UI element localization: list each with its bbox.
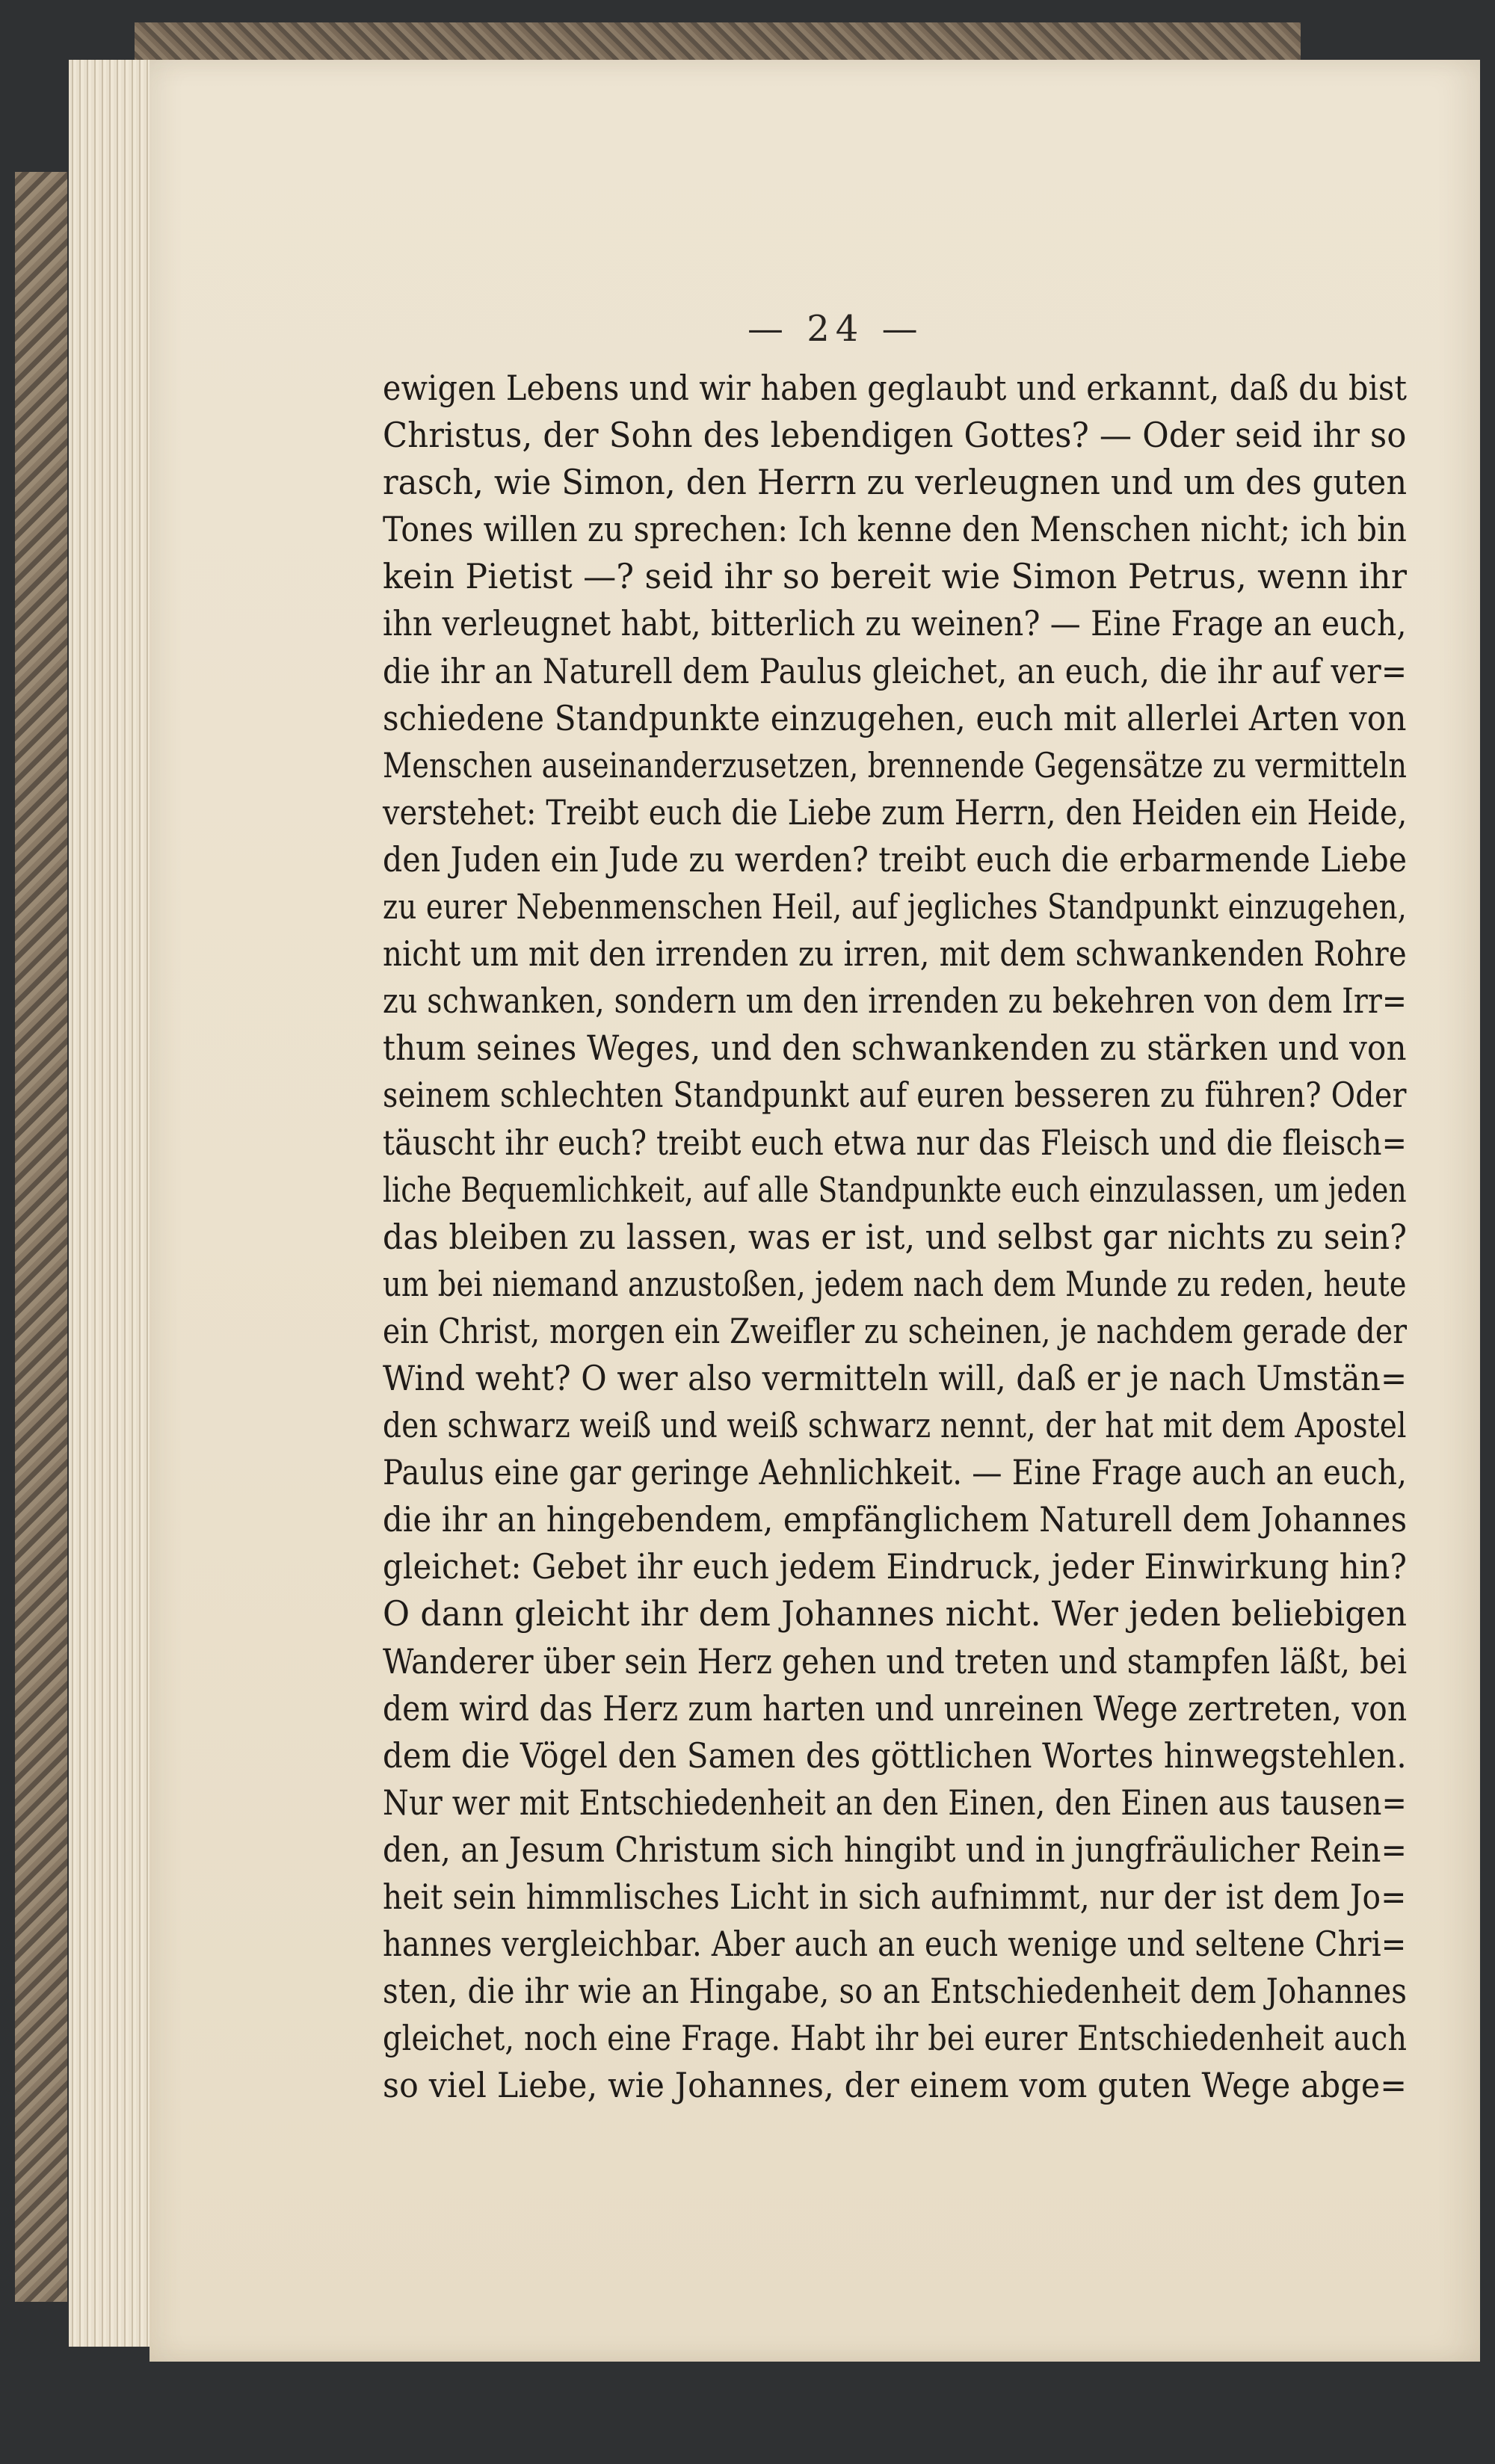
text-line: O dann gleicht ihr dem Johannes nicht. Wer jeden beliebigen xyxy=(383,1593,1408,1634)
text-line: thum seines Weges, und den schwankenden zu stärken und von xyxy=(383,1028,1407,1069)
text-line: den Juden ein Jude zu werden? treibt euch die erbarmende Liebe xyxy=(383,839,1408,880)
text-line: die ihr an hingebendem, empfänglichem Naturell dem Johannes xyxy=(383,1499,1408,1540)
text-line: zu schwanken, sondern um den irrenden zu bekehren von dem Irr= xyxy=(383,981,1408,1022)
text-line: kein Pietist —? seid ihr so bereit wie Simon Petrus, wenn ihr xyxy=(383,556,1408,597)
text-line: sten, die ihr wie an Hingabe, so an Entschiedenheit dem Johannes xyxy=(383,1971,1408,2012)
text-line: Paulus eine gar geringe Aehnlichkeit. — Eine Frage auch an euch, xyxy=(383,1452,1408,1493)
text-line: gleichet: Gebet ihr euch jedem Eindruck, jeder Einwirkung hin? xyxy=(383,1546,1408,1587)
text-line: Wind weht? O wer also vermitteln will, daß er je nach Umstän= xyxy=(383,1357,1408,1398)
text-line: Christus, der Sohn des lebendigen Gottes? — Oder seid ihr so xyxy=(383,415,1407,456)
text-line: täuscht ihr euch? treibt euch etwa nur das Fleisch und die fleisch= xyxy=(383,1122,1408,1163)
text-line: das bleiben zu lassen, was er ist, und selbst gar nichts zu sein? xyxy=(383,1216,1408,1257)
text-line: die ihr an Naturell dem Paulus gleichet, an euch, die ihr auf ver= xyxy=(383,650,1408,691)
text-line: um bei niemand anzustoßen, jedem nach dem Munde zu reden, heute xyxy=(383,1263,1407,1304)
text-line: den, an Jesum Christum sich hingibt und in jungfräulicher Rein= xyxy=(383,1829,1408,1870)
text-line: heit sein himmlisches Licht in sich aufnimmt, nur der ist dem Jo= xyxy=(383,1877,1407,1917)
text-line: Nur wer mit Entschiedenheit an den Einen, den Einen aus tausen= xyxy=(383,1782,1408,1823)
page-number: — 24 — xyxy=(748,308,924,350)
text-line: dem wird das Herz zum harten und unreinen Wege zertreten, von xyxy=(383,1688,1408,1729)
body-text xyxy=(383,365,1407,2109)
text-line: zu eurer Nebenmenschen Heil, auf jegliches Standpunkt einzugehen, xyxy=(383,886,1408,927)
text-line: gleichet, noch eine Frage. Habt ihr bei eurer Entschiedenheit auch xyxy=(383,2018,1408,2059)
text-line: den schwarz weiß und weiß schwarz nennt, der hat mit dem Apostel xyxy=(383,1405,1407,1446)
book-cover-edge-left xyxy=(15,172,67,2302)
text-line: ein Christ, morgen ein Zweifler zu scheinen, je nachdem gerade der xyxy=(383,1310,1408,1351)
text-line: dem die Vögel den Samen des göttlichen Wortes hinwegstehlen. xyxy=(383,1735,1407,1776)
text-line: seinem schlechten Standpunkt auf euren besseren zu führen? Oder xyxy=(383,1075,1407,1116)
text-line: ihn verleugnet habt, bitterlich zu weinen? — Eine Frage an euch, xyxy=(383,603,1407,644)
text-line: Tones willen zu sprechen: Ich kenne den Menschen nicht; ich bin xyxy=(383,509,1408,550)
page-stack-edges xyxy=(69,60,152,2347)
text-line: ewigen Lebens und wir haben geglaubt und erkannt, daß du bist xyxy=(383,368,1408,408)
text-line: rasch, wie Simon, den Herrn zu verleugnen und um des guten xyxy=(383,462,1408,503)
text-line: liche Bequemlichkeit, auf alle Standpunkte euch einzulassen, um jeden xyxy=(383,1169,1407,1210)
text-line: hannes vergleichbar. Aber auch an euch wenige und seltene Chri= xyxy=(383,1924,1407,1965)
text-line: so viel Liebe, wie Johannes, der einem vom guten Wege abge= xyxy=(383,2065,1408,2106)
text-line: schiedene Standpunkte einzugehen, euch mit allerlei Arten von xyxy=(383,697,1407,738)
text-line: nicht um mit den irrenden zu irren, mit dem schwankenden Rohre xyxy=(383,933,1407,975)
text-line: Wanderer über sein Herz gehen und treten und stampfen läßt, bei xyxy=(383,1640,1408,1682)
text-line: verstehet: Treibt euch die Liebe zum Herrn, den Heiden ein Heide, xyxy=(383,791,1408,833)
text-line: Menschen auseinanderzusetzen, brennende Gegensätze zu vermitteln xyxy=(383,744,1408,785)
